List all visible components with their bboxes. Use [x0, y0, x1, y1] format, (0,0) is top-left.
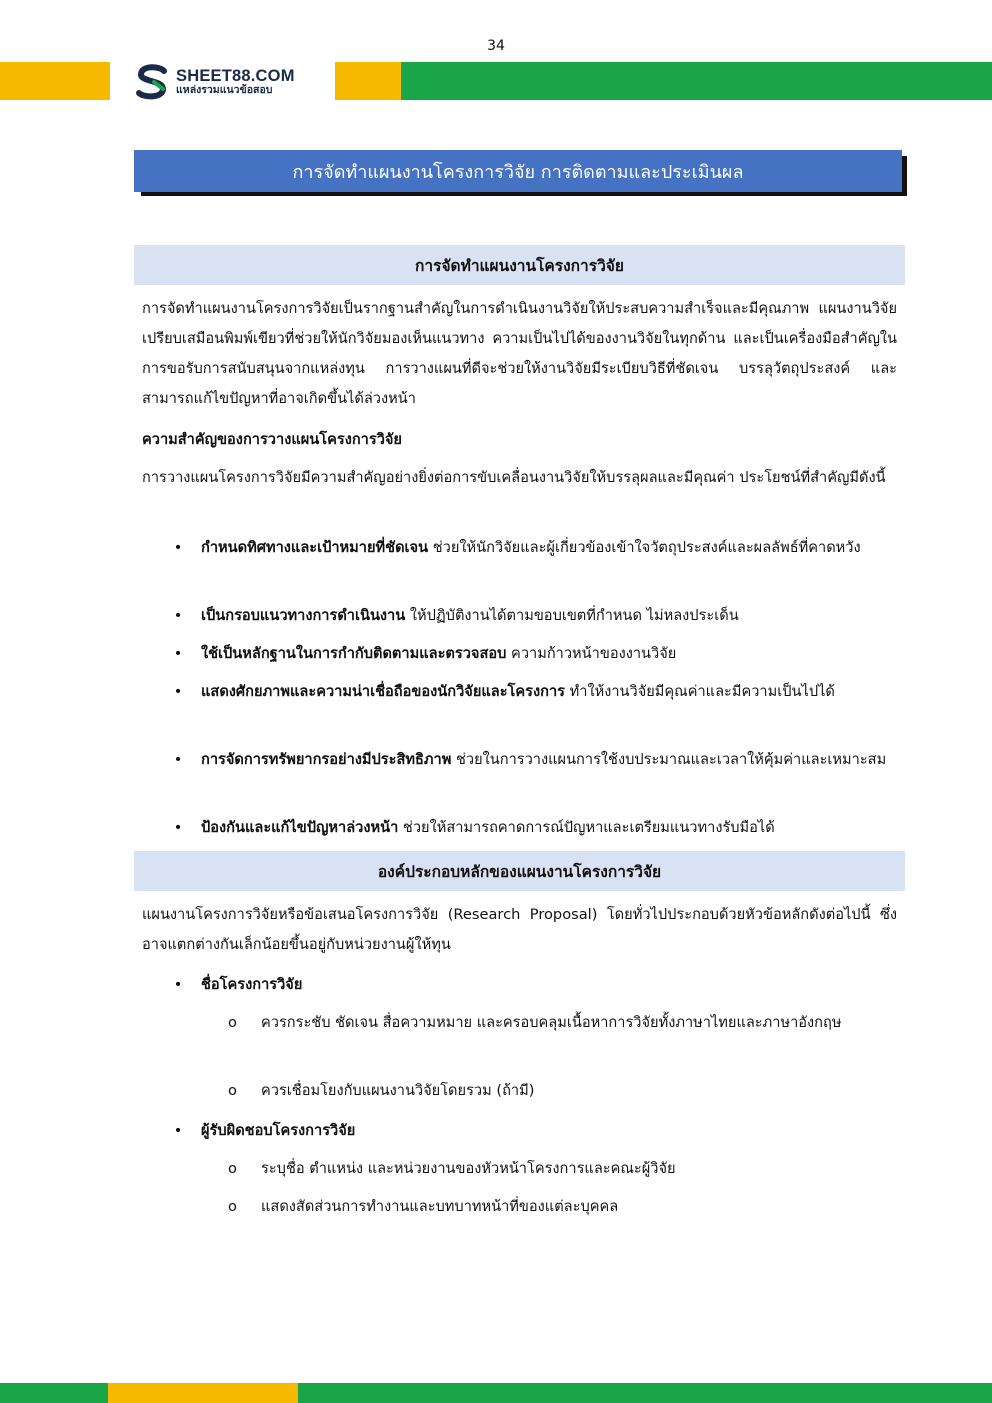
- logo-s-icon: [134, 63, 170, 101]
- list-item: [170, 970, 897, 1000]
- sub-list-item: [228, 1076, 897, 1106]
- circle-bullet-icon: o: [228, 1014, 237, 1031]
- bullet-icon: •: [173, 645, 183, 662]
- sub-list-item: [228, 1008, 897, 1038]
- bullet-bold: ใช้เป็นหลักฐานในการกำกับติดตามและตรวจสอบ: [201, 645, 507, 662]
- list-item: [170, 677, 897, 707]
- header-band-yellow-left: [0, 62, 110, 100]
- sub-item-text: ระบุชื่อ ตำแหน่ง และหน่วยงานของหัวหน้าโครงการและคณะผู้วิจัย: [261, 1160, 676, 1177]
- bullet-icon: •: [173, 1122, 183, 1139]
- bullet-icon: •: [173, 539, 183, 556]
- circle-bullet-icon: o: [228, 1082, 237, 1099]
- circle-bullet-icon: o: [228, 1198, 237, 1215]
- list-item: [170, 533, 897, 563]
- page-number: 34: [487, 38, 505, 54]
- list-item: [170, 813, 897, 843]
- list-item: [170, 639, 897, 669]
- paragraph-components: แผนงานโครงการวิจัยหรือข้อเสนอโครงการวิจัย (Research Proposal) โดยทั่วไปประกอบด้วยหัวข้อหลักดังต่อไปนี้ ซึ่งอาจแตกต่างกันเล็กน้อยขึ้นอยู่กับหน่วยงานผู้ให้ทุน: [142, 906, 897, 953]
- item-title: ผู้รับผิดชอบโครงการวิจัย: [201, 1122, 356, 1139]
- sub-list-item: [228, 1192, 897, 1222]
- bullet-text: ช่วยในการวางแผนการใช้งบประมาณและเวลาให้คุ้มค่าและเหมาะสม: [451, 751, 887, 768]
- bullet-icon: •: [173, 751, 183, 768]
- bullet-bold: การจัดการทรัพยากรอย่างมีประสิทธิภาพ: [201, 751, 452, 768]
- header-band-green: [401, 62, 992, 100]
- circle-bullet-icon: o: [228, 1160, 237, 1177]
- bullet-bold: แสดงศักยภาพและความน่าเชื่อถือของนักวิจัยและโครงการ: [201, 683, 565, 700]
- bullet-bold: ป้องกันและแก้ไขปัญหาล่วงหน้า: [201, 819, 399, 836]
- bullet-text: ความก้าวหน้าของงานวิจัย: [506, 645, 677, 662]
- item-title: ชื่อโครงการวิจัย: [201, 976, 303, 993]
- bullet-icon: •: [173, 607, 183, 624]
- bullet-bold: กำหนดทิศทางและเป้าหมายที่ชัดเจน: [201, 539, 429, 556]
- bullet-bold: เป็นกรอบแนวทางการดำเนินงาน: [201, 607, 406, 624]
- paragraph-intro: การจัดทำแผนงานโครงการวิจัยเป็นรากฐานสำคัญในการดำเนินงานวิจัยให้ประสบความสำเร็จและมีคุณภาพ แผนงานวิจัยเปรียบเสมือนพิมพ์เขียวที่ช่วยให้นักวิจัยมองเห็นแนวทาง ความเป็นไปได้ของงานวิจัยในทุกด้าน และเป็นเครื่องมือสำคัญในการขอรับการสนับสนุนจากแหล่งทุน การวางแผนที่ดีจะช่วยให้งานวิจัยมีระเบียบวิธีที่ชัดเจน บรรลุวัตถุประสงค์ และสามารถแก้ไขปัญหาที่อาจเกิดขึ้นได้ล่วงหน้า: [142, 300, 897, 407]
- sub-item-text: ควรกระชับ ชัดเจน สื่อความหมาย และครอบคลุมเนื้อหาการวิจัยทั้งภาษาไทยและภาษาอังกฤษ: [261, 1014, 842, 1031]
- bullet-text: ให้ปฏิบัติงานได้ตามขอบเขตที่กำหนด ไม่หลงประเด็น: [405, 607, 739, 624]
- paragraph-importance: การวางแผนโครงการวิจัยมีความสำคัญอย่างยิ่งต่อการขับเคลื่อนงานวิจัยให้บรรลุผลและมีคุณค่า ประโยชน์ที่สำคัญมีดังนี้: [142, 469, 886, 486]
- logo-name: SHEET88.COM: [176, 66, 295, 85]
- sub-list-item: [228, 1154, 897, 1184]
- bullet-text: ทำให้งานวิจัยมีคุณค่าและมีความเป็นไปได้: [565, 683, 835, 700]
- bullet-icon: •: [173, 683, 183, 700]
- footer-band-yellow: [108, 1383, 298, 1403]
- header-band-yellow-mid: [335, 62, 401, 100]
- logo-tagline: แหล่งรวมแนวข้อสอบ: [176, 84, 273, 97]
- section-heading-components: องค์ประกอบหลักของแผนงานโครงการวิจัย: [134, 851, 905, 891]
- list-item: [170, 1116, 897, 1146]
- list-item: [170, 745, 897, 775]
- bullet-text: ช่วยให้สามารถคาดการณ์ปัญหาและเตรียมแนวทางรับมือได้: [398, 819, 775, 836]
- subheading-importance: ความสำคัญของการวางแผนโครงการวิจัย: [142, 431, 402, 448]
- bullet-icon: •: [173, 976, 183, 993]
- bullet-text: ช่วยให้นักวิจัยและผู้เกี่ยวข้องเข้าใจวัตถุประสงค์และผลลัพธ์ที่คาดหวัง: [428, 539, 861, 556]
- list-item: [170, 601, 897, 631]
- page-title: การจัดทำแผนงานโครงการวิจัย การติดตามและประเมินผล: [134, 150, 902, 192]
- site-logo: [134, 62, 334, 102]
- section-heading-planning: การจัดทำแผนงานโครงการวิจัย: [134, 245, 905, 285]
- sub-item-text: ควรเชื่อมโยงกับแผนงานวิจัยโดยรวม (ถ้ามี): [261, 1082, 535, 1099]
- bullet-icon: •: [173, 819, 183, 836]
- sub-item-text: แสดงสัดส่วนการทำงานและบทบาทหน้าที่ของแต่ละบุคคล: [261, 1198, 619, 1215]
